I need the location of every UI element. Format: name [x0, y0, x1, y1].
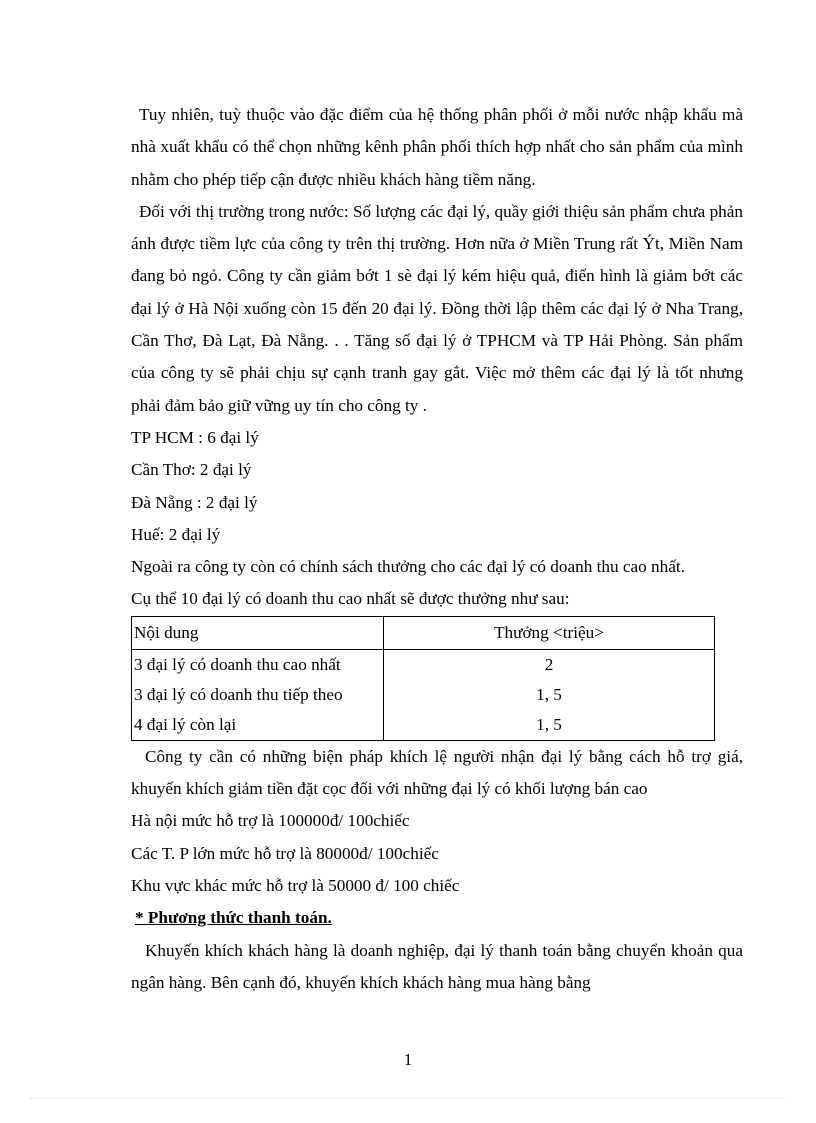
reward-intro-line-1: Ngoài ra công ty còn có chính sách thưởng cho các đại lý có doanh thu cao nhất. — [131, 557, 685, 577]
heading-payment-method: * Phương thức thanh toán. — [135, 908, 332, 928]
table-cell-reward: 1, 5 — [384, 680, 715, 710]
support-line-big-cities: Các T. P lớn mức hỗ trợ là 80000đ/ 100chiếc — [131, 843, 439, 863]
support-line-hanoi: Hà nội mức hỗ trợ là 100000đ/ 100chiếc — [131, 811, 410, 831]
document-body — [131, 99, 743, 999]
table-cell-content: 4 đại lý còn lại — [132, 710, 384, 741]
paragraph-domestic-market: Đối với thị trường trong nước: Số lượng các đại lý, quầy giới thiệu sản phẩm chưa phản ánh được tiềm lực của công ty trên thị trường. Hơn nữa ở Miền Trung rất Ýt, Miền Nam đang bỏ ngỏ. Công ty cần giảm bớt 1 sè đại lý kém hiệu quả, điển hình là giảm bớt các đại lý ở Hà Nội xuống còn 15 đến 20 đại lý. Đồng thời lập thêm các đại lý ở Nha Trang, Cần Thơ, Đà Lạt, Đà Nẵng. . . Tăng số đại lý ở TPHCM và TP Hải Phòng. Sản phẩm của công ty sẽ phải chịu sự cạnh tranh gay gắt. Việc mở thêm các đại lý là tốt nhưng phải đảm bảo giữ vững uy tín cho công ty . — [131, 201, 743, 415]
table-header-content: Nội dung — [132, 616, 384, 649]
agent-line-cantho: Cần Thơ: 2 đại lý — [131, 460, 252, 480]
table-row — [132, 710, 715, 741]
reward-table — [131, 616, 715, 741]
footer-divider — [30, 1098, 786, 1099]
reward-intro-line-2: Cụ thể 10 đại lý có doanh thu cao nhất sẽ được thưởng như sau: — [131, 589, 570, 609]
table-header-row — [132, 616, 715, 649]
agent-line-hue: Huế: 2 đại lý — [131, 524, 221, 544]
table-cell-content: 3 đại lý có doanh thu cao nhất — [132, 649, 384, 680]
paragraph-intro: Tuy nhiên, tuỳ thuộc vào đặc điểm của hệ thống phân phối ở mỗi nước nhập khẩu mà nhà xuất khẩu có thể chọn những kênh phân phối thích hợp nhất cho sản phẩm của mình nhằm cho phép tiếp cận được nhiều khách hàng tiềm năng. — [131, 105, 743, 189]
table-header-reward: Thưởng <triệu> — [384, 616, 715, 649]
page-number: 1 — [403, 1050, 413, 1069]
table-cell-content: 3 đại lý có doanh thu tiếp theo — [132, 680, 384, 710]
paragraph-incentives: Công ty cần có những biện pháp khích lệ người nhận đại lý bằng cách hỗ trợ giá, khuyến khích giảm tiền đặt cọc đối với những đại lý có khối lượng bán cao — [131, 746, 743, 799]
paragraph-payment: Khuyến khích khách hàng là doanh nghiệp, đại lý thanh toán bằng chuyển khoản qua ngân hàng. Bên cạnh đó, khuyến khích khách hàng mua hàng bằng — [131, 940, 743, 992]
table-row — [132, 680, 715, 710]
table-cell-reward: 1, 5 — [384, 710, 715, 741]
table-cell-reward: 2 — [384, 649, 715, 680]
table-row — [132, 649, 715, 680]
agent-line-danang: Đà Nẵng : 2 đại lý — [131, 492, 258, 512]
agent-line-hcm: TP HCM : 6 đại lý — [131, 427, 259, 447]
support-line-other: Khu vực khác mức hỗ trợ là 50000 đ/ 100 chiếc — [131, 875, 460, 895]
